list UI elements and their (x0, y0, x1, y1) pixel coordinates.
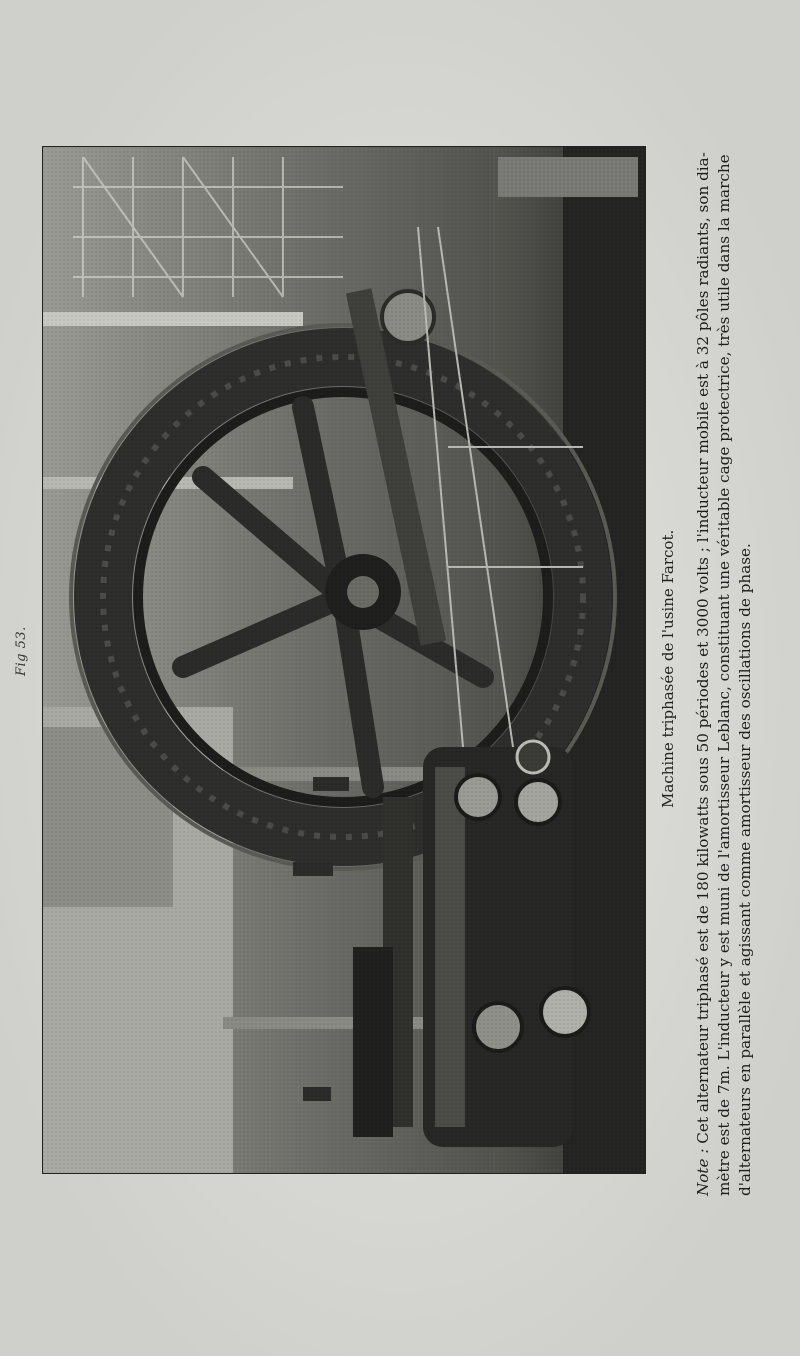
figure-caption-title: Machine triphasée de l'usine Farcot. (659, 529, 677, 808)
figure-photo (42, 146, 646, 1174)
note-label: Note : (694, 1148, 712, 1196)
note-line-3: d'alternateurs en parallèle et agissant comme amortisseur des oscillations de phase. (736, 543, 754, 1196)
note-line-1 (693, 152, 714, 1196)
steam-engine-alternator-photo-icon (43, 147, 645, 1173)
note-line-2: mètre est de 7m. L'inducteur y est muni de l'amortisseur Leblanc, constituant une véritable cage protectrice, très utile dans la marche (715, 154, 733, 1196)
figure-note (693, 152, 756, 1196)
note-line-1-text: Cet alternateur triphasé est de 180 kilowatts sous 50 périodes et 3000 volts ; l'inducteur mobile est à 32 pôles radiants, son dia- (694, 152, 712, 1144)
figure-number: Fig 53. (14, 626, 29, 676)
